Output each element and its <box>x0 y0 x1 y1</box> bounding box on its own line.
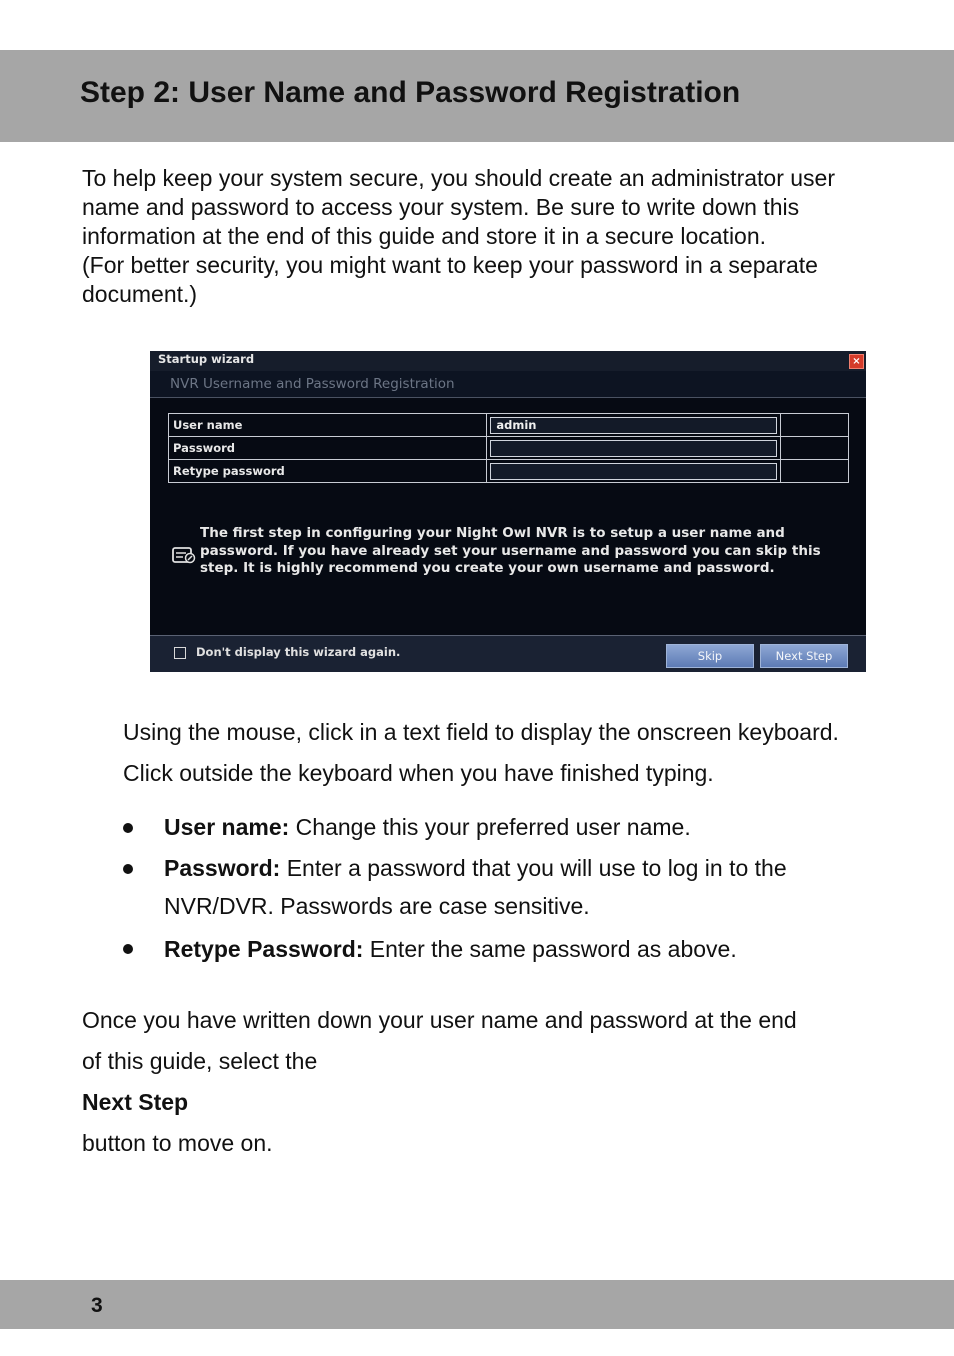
form-row-username <box>169 414 849 437</box>
retype-password-input[interactable] <box>490 463 776 480</box>
instructions-line: Click outside the keyboard when you have finished typing. <box>123 760 714 786</box>
bullet-desc: Enter the same password as above. <box>363 936 737 962</box>
wizard-titlebar <box>150 351 866 371</box>
skip-button[interactable]: Skip <box>666 644 754 668</box>
dont-display-label: Don't display this wizard again. <box>196 645 401 659</box>
username-label: User name <box>169 414 487 437</box>
page-title: Step 2: User Name and Password Registration <box>80 76 741 109</box>
startup-wizard-screenshot <box>150 351 866 672</box>
bullet-term: Retype Password: <box>164 936 364 962</box>
intro-line: To help keep your system secure, you should create an administrator user <box>82 165 835 191</box>
intro-line: information at the end of this guide and store it in a secure location. <box>82 223 767 249</box>
bullet-retype-password <box>164 930 737 968</box>
intro-paragraph <box>82 164 882 309</box>
bullet-password-continued: NVR/DVR. Passwords are case sensitive. <box>164 893 590 919</box>
registration-form <box>168 413 849 483</box>
wizard-window-title: Startup wizard <box>158 352 255 366</box>
closing-line: Once you have written down your user name and password at the end <box>82 1007 797 1033</box>
intro-line: document.) <box>82 281 198 307</box>
username-input[interactable]: admin <box>490 417 776 434</box>
bullet-desc: Change this your preferred user name. <box>289 814 691 840</box>
dont-display-checkbox[interactable] <box>174 647 186 659</box>
bullet-dot <box>123 823 133 833</box>
next-step-term: Next Step <box>82 1089 189 1115</box>
form-row-password <box>169 437 849 460</box>
bullet-password <box>164 849 787 887</box>
wizard-subtitle: NVR Username and Password Registration <box>170 376 455 392</box>
wizard-footer <box>150 635 866 672</box>
password-input[interactable] <box>490 440 776 457</box>
instructions-paragraph <box>123 712 923 794</box>
form-row-retype-password <box>169 460 849 483</box>
page-number: 3 <box>91 1294 103 1317</box>
close-icon[interactable]: × <box>849 354 864 369</box>
bullet-desc: Enter a password that you will use to log in to the <box>280 855 787 881</box>
wizard-note-text: The first step in configuring your Night Owl NVR is to setup a user name and password. If you have already set your username and password you can skip this step. It is highly recommend you create your own username and password. <box>200 525 821 576</box>
bullet-term: User name: <box>164 814 290 840</box>
header-bar <box>0 50 954 142</box>
closing-line: of this guide, select the Next Step button to move on. <box>82 1048 318 1156</box>
bullet-term: Password: <box>164 855 281 881</box>
bullet-username <box>164 808 691 846</box>
intro-line: (For better security, you might want to keep your password in a separate <box>82 252 818 278</box>
instructions-line: Using the mouse, click in a text field to display the onscreen keyboard. <box>123 719 839 745</box>
retype-password-label: Retype password <box>169 460 487 483</box>
intro-line: name and password to access your system. Be sure to write down this <box>82 194 800 220</box>
bullet-dot <box>123 944 133 954</box>
closing-paragraph <box>82 1000 902 1164</box>
bullet-dot <box>123 864 133 874</box>
note-icon <box>172 546 196 564</box>
next-step-button[interactable]: Next Step <box>760 644 848 668</box>
footer-bar <box>0 1280 954 1329</box>
password-label: Password <box>169 437 487 460</box>
